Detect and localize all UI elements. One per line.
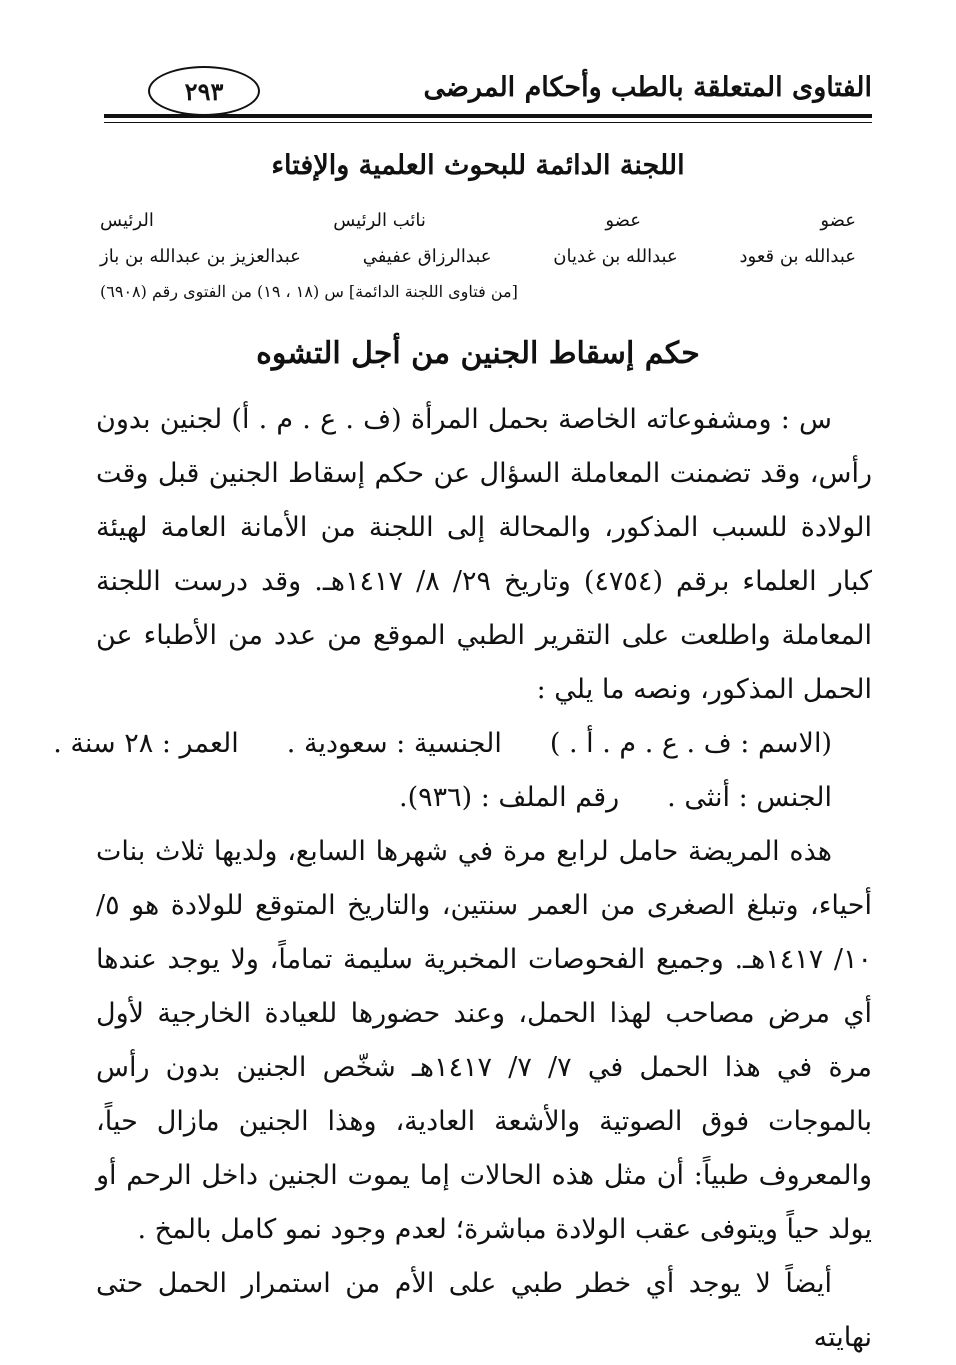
signature-name-member-2: عبدالله بن غديان (553, 246, 678, 267)
signature-name-president: عبدالعزيز بن عبدالله بن باز (100, 246, 301, 267)
patient-file-number: رقم الملف : (٩٣٦). (399, 782, 620, 813)
patient-info-line-1 (53, 717, 872, 771)
body-text (53, 393, 873, 1365)
fatwa-source-reference: [من فتاوى اللجنة الدائمة] س (١٨ ، ١٩) من الفتوى رقم (٦٩٠٨) (100, 282, 518, 301)
signature-role-vice-president: نائب الرئيس (333, 210, 426, 231)
continuation-paragraph: أيضاً لا يوجد أي خطر طبي على الأم من استمرار الحمل حتى نهايته (96, 1268, 872, 1353)
section-heading: حكم إسقاط الجنين من أجل التشوه (256, 336, 700, 371)
patient-sex: الجنس : أنثى . (667, 782, 832, 813)
patient-info-line-2 (96, 771, 872, 825)
signature-role-member-1: عضو (820, 210, 856, 231)
signature-roles-row (100, 210, 856, 231)
medical-report-paragraph: هذه المريضة حامل لرابع مرة في شهرها السابع، ولديها ثلاث بنات أحياء، وتبلغ الصغرى من العمر سنتين، والتاريخ المتوقع للولادة هو ٥/ ١٠/ ١٤١٧هـ. وجميع الفحوصات المخبرية سليمة تماماً، ولا يوجد عندها أي مرض مصاحب لهذا الحمل، وعند حضورها للعيادة الخارجية لأول مرة في هذا الحمل في ٧/ ٧/ ١٤١٧هـ شخّص الجنين بدون رأس بالموجات فوق الصوتية والأشعة العادية، وهذا الجنين مازال حياً، والمعروف طبياً: أن مثل هذه الحالات إما يموت الجنين داخل الرحم أو يولد حياً ويتوفى عقب الولادة مباشرة؛ لعدم وجود نمو كامل بالمخ . (96, 836, 872, 1245)
signature-name-vice-president: عبدالرزاق عفيفي (362, 246, 492, 267)
question-paragraph: س : ومشفوعاته الخاصة بحمل المرأة (ف . ع . م . أ) لجنين بدون رأس، وقد تضمنت المعاملة السؤال عن حكم إسقاط الجنين قبل وقت الولادة للسبب المذكور، والمحالة إلى اللجنة من الأمانة العامة لهيئة كبار العلماء برقم (٤٧٥٤) وتاريخ ٢٩/ ٨/ ١٤١٧هـ. وقد درست اللجنة المعاملة واطلعت على التقرير الطبي الموقع من عدد من الأطباء عن الحمل المذكور، ونصه ما يلي : (96, 404, 873, 705)
signature-names-row (100, 246, 856, 267)
patient-age: العمر : ٢٨ سنة . (53, 728, 239, 759)
signature-role-president: الرئيس (100, 210, 154, 231)
committee-name: اللجنة الدائمة للبحوث العلمية والإفتاء (271, 150, 685, 181)
signature-name-member-1: عبدالله بن قعود (739, 246, 856, 267)
running-header-title: الفتاوى المتعلقة بالطب وأحكام المرضى (423, 72, 872, 103)
patient-nationality: الجنسية : سعودية . (286, 728, 502, 759)
header-rule-thick (104, 114, 872, 118)
page-number: ٢٩٣ (148, 66, 260, 116)
patient-name: (الاسم : ف . ع . م . أ . ) (549, 728, 832, 759)
header-rule-thin (104, 122, 872, 123)
signature-role-member-2: عضو (605, 210, 641, 231)
